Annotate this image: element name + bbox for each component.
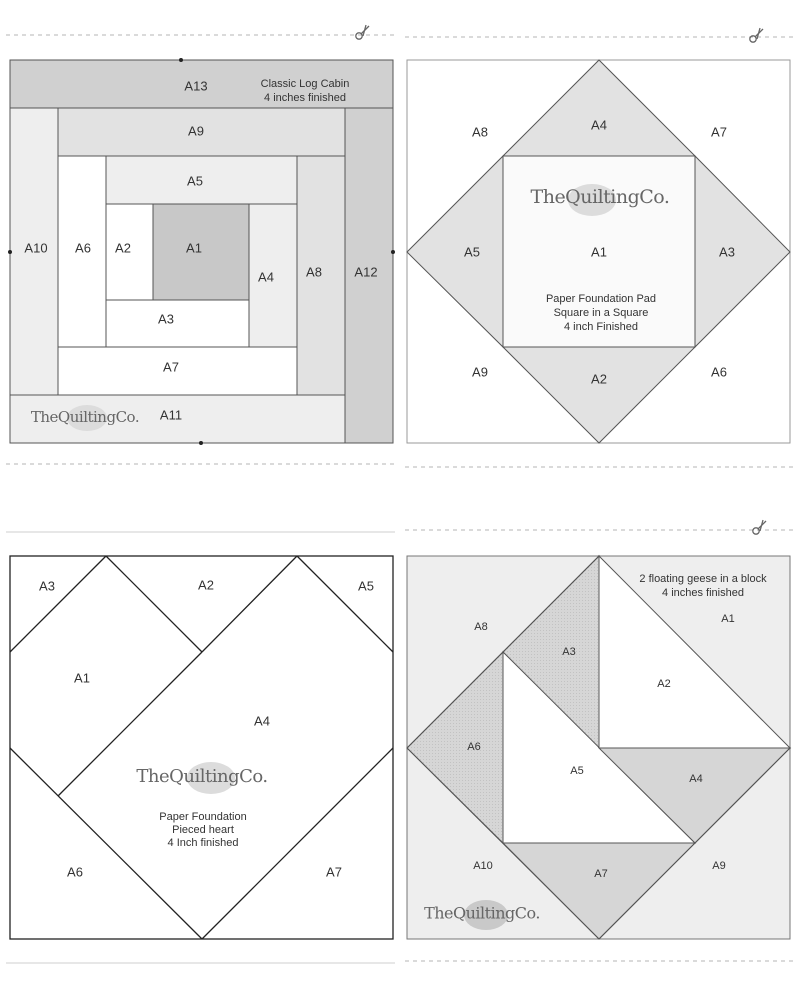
label-a4: A4 xyxy=(689,772,703,785)
label-a2: A2 xyxy=(657,677,671,690)
block-note-line3: 4 Inch finished xyxy=(167,837,239,849)
label-a8: A8 xyxy=(472,124,488,140)
label-a4: A4 xyxy=(591,117,607,133)
block-note-line2: 4 inches finished xyxy=(264,92,346,104)
label-a5: A5 xyxy=(570,764,584,777)
scissors-icon xyxy=(356,25,369,39)
label-a6: A6 xyxy=(467,740,481,753)
label-a1: A1 xyxy=(74,670,90,686)
label-a9: A9 xyxy=(712,859,726,872)
pieced-heart-block xyxy=(10,556,393,939)
label-a5: A5 xyxy=(464,244,480,260)
label-a8: A8 xyxy=(474,620,488,633)
label-a3: A3 xyxy=(562,645,576,658)
label-a5: A5 xyxy=(358,578,374,594)
block-note-line3: 4 inch Finished xyxy=(564,321,638,333)
label-a12: A12 xyxy=(354,264,378,280)
label-a1: A1 xyxy=(721,612,735,625)
brand-text: TheQuiltingCo. xyxy=(530,186,670,208)
block-note-line1: Paper Foundation Pad xyxy=(545,293,657,305)
label-a6: A6 xyxy=(75,240,91,256)
piece-a3 xyxy=(106,300,249,347)
label-a2: A2 xyxy=(591,371,607,387)
block-note-line2: Square in a Square xyxy=(553,307,649,319)
label-a2: A2 xyxy=(198,577,214,593)
label-a7: A7 xyxy=(163,359,179,375)
block-note-line1: 2 floating geese in a block xyxy=(639,573,767,585)
scissors-icon xyxy=(750,28,763,42)
label-a8: A8 xyxy=(306,264,322,280)
label-a6: A6 xyxy=(67,864,83,880)
label-a5: A5 xyxy=(187,173,203,189)
label-a3: A3 xyxy=(39,578,55,594)
label-a10: A10 xyxy=(24,240,48,256)
label-a4: A4 xyxy=(254,713,270,729)
brand-text: TheQuiltingCo. xyxy=(30,408,140,426)
label-a10: A10 xyxy=(473,859,493,872)
scissors-icon xyxy=(753,520,766,534)
label-a7: A7 xyxy=(326,864,342,880)
label-a1: A1 xyxy=(186,240,202,256)
block-note-line1: Paper Foundation xyxy=(159,811,247,823)
label-a7: A7 xyxy=(594,867,608,880)
label-a3: A3 xyxy=(158,311,174,327)
label-a13: A13 xyxy=(184,78,208,94)
label-a4: A4 xyxy=(258,269,274,285)
label-a9: A9 xyxy=(472,364,488,380)
square-in-square-block xyxy=(407,60,790,443)
label-a6: A6 xyxy=(711,364,727,380)
label-a11: A11 xyxy=(159,407,183,423)
label-a9: A9 xyxy=(188,123,204,139)
block-note-line2: 4 inches finished xyxy=(662,587,744,599)
log-cabin-block xyxy=(8,58,395,445)
label-a3: A3 xyxy=(719,244,735,260)
brand-text: TheQuiltingCo. xyxy=(136,766,268,787)
label-a2: A2 xyxy=(115,240,131,256)
floating-geese-block xyxy=(407,556,790,939)
block-note-line2: Pieced heart xyxy=(172,824,234,836)
brand-text: TheQuiltingCo. xyxy=(424,903,540,923)
block-note-line1: Classic Log Cabin xyxy=(260,78,350,90)
label-a1: A1 xyxy=(591,244,607,260)
label-a7: A7 xyxy=(711,124,727,140)
